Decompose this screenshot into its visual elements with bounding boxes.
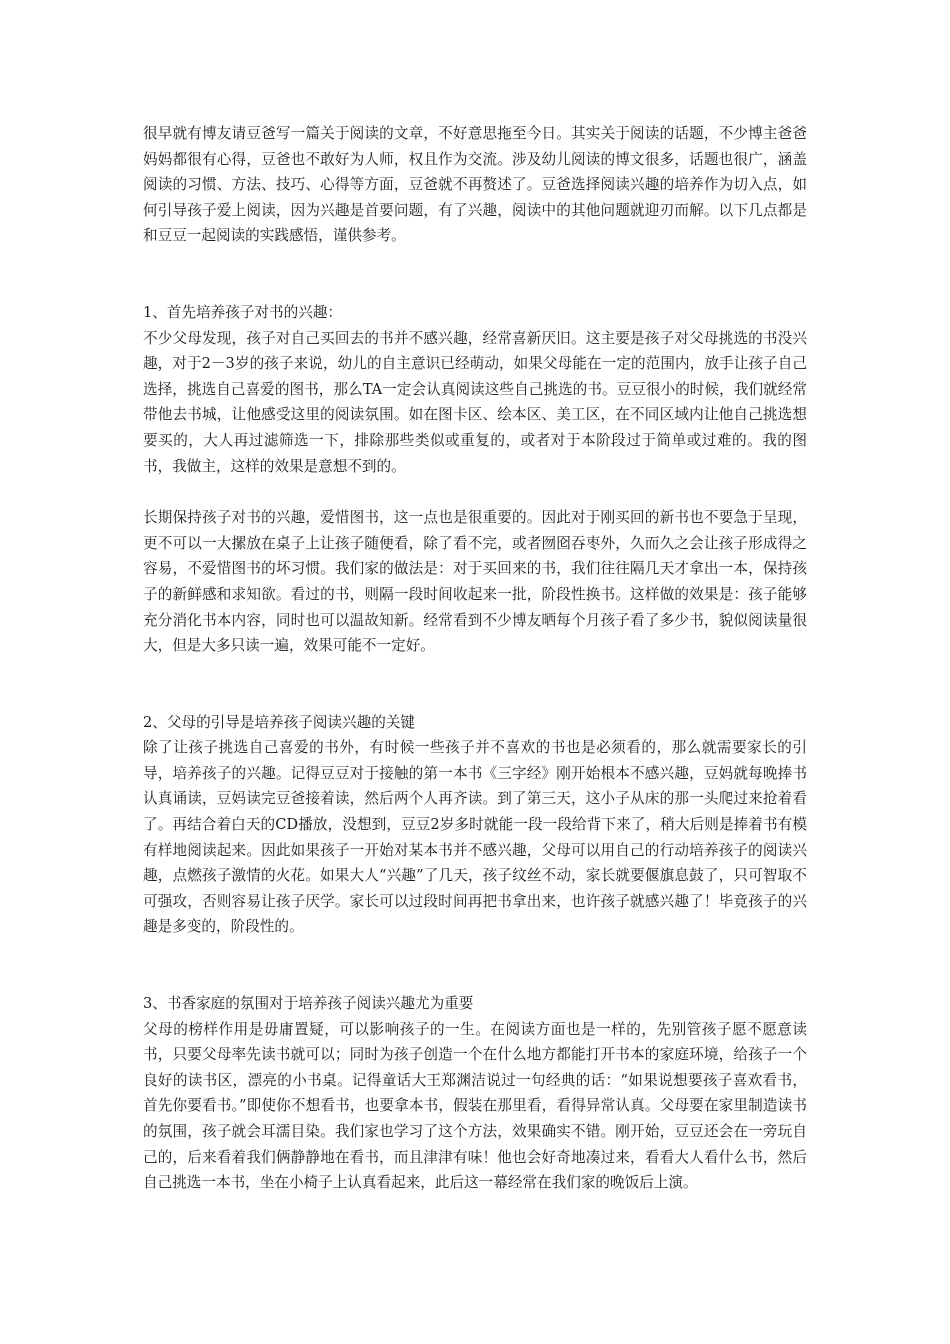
section-2-paragraph-1: 除了让孩子挑选自己喜爱的书外，有时候一些孩子并不喜欢的书也是必须看的，那么就需要家长的引导，培养孩子的兴趣。记得豆豆对于接触的第一本书《三字经》刚开始根本不感兴趣，豆妈就每晚捧书认真诵读，豆妈读完豆爸接着读，然后两个人再齐读。到了第三天，这小子从床的那一头爬过来抢着看了。再结合着白天的CD播放，没想到，豆豆2岁多时就能一段一段给背下来了，稍大后则是捧着书有模有样地阅读起来。因此如果孩子一开始对某本书并不感兴趣，父母可以用自己的行动培养孩子的阅读兴趣，点燃孩子激情的火花。如果大人“兴趣”了几天，孩子纹丝不动，家长就要偃旗息鼓了，只可智取不可强攻，否则容易让孩子厌学。家长可以过段时间再把书拿出来，也许孩子就感兴趣了！毕竟孩子的兴趣是多变的，阶段性的。 bbox=[143, 739, 807, 936]
spacer bbox=[143, 940, 807, 991]
section-1-heading: 1、首先培养孩子对书的兴趣： bbox=[143, 303, 343, 321]
spacer bbox=[143, 479, 807, 505]
section-2-heading: 2、父母的引导是培养孩子阅读兴趣的关键 bbox=[143, 713, 415, 731]
spacer bbox=[143, 249, 807, 300]
section-1-paragraph-2: 长期保持孩子对书的兴趣，爱惜图书，这一点也是很重要的。因此对于刚买回的新书也不要急于呈现，更不可以一大摞放在桌子上让孩子随便看，除了看不完，或者囫囵吞枣外，久而久之会让孩子形成得之容易，不爱惜图书的坏习惯。我们家的做法是：对于买回来的书，我们往往隔几天才拿出一本，保持孩子的新鲜感和求知欲。看过的书，则隔一段时间收起来一批，阶段性换书。这样做的效果是：孩子能够充分消化书本内容，同时也可以温故知新。经常看到不少博友晒每个月孩子看了多少书，貌似阅读量很大，但是大多只读一遍，效果可能不一定好。 bbox=[143, 509, 807, 655]
section-1-paragraph-1: 不少父母发现，孩子对自己买回去的书并不感兴趣，经常喜新厌旧。这主要是孩子对父母挑选的书没兴趣，对于2－3岁的孩子来说，幼儿的自主意识已经萌动，如果父母能在一定的范围内，放手让孩子自己选择，挑选自己喜爱的图书，那么TA一定会认真阅读这些自己挑选的书。豆豆很小的时候，我们就经常带他去书城，让他感受这里的阅读氛围。如在图卡区、绘本区、美工区，在不同区域内让他自己挑选想要买的，大人再过滤筛选一下，排除那些类似或重复的，或者对于本阶段过于简单或过难的。我的图书，我做主，这样的效果是意想不到的。 bbox=[143, 329, 807, 475]
section-3-paragraph-1: 父母的榜样作用是毋庸置疑，可以影响孩子的一生。在阅读方面也是一样的，先别管孩子愿不愿意读书，只要父母率先读书就可以；同时为孩子创造一个在什么地方都能打开书本的家庭环境，给孩子一个良好的读书区，漂亮的小书桌。记得童话大王郑渊洁说过一句经典的话：“如果说想要孩子喜欢看书，首先你要看书。”即使你不想看书，也要拿本书，假装在那里看，看得异常认真。父母要在家里制造读书的氛围，孩子就会耳濡目染。我们家也学习了这个方法，效果确实不错。刚开始，豆豆还会在一旁玩自己的，后来看着我们俩静静地在看书，而且津津有味！他也会好奇地凑过来，看看大人看什么书，然后自己挑选一本书，坐在小椅子上认真看起来，此后这一幕经常在我们家的晚饭后上演。 bbox=[143, 1020, 807, 1192]
section-3-heading: 3、书香家庭的氛围对于培养孩子阅读兴趣尤为重要 bbox=[143, 995, 474, 1013]
spacer bbox=[143, 659, 807, 710]
intro-paragraph: 很早就有博友请豆爸写一篇关于阅读的文章，不好意思拖至今日。其实关于阅读的话题，不少博主爸爸妈妈都很有心得，豆爸也不敢好为人师，权且作为交流。涉及幼儿阅读的博文很多，话题也很广，涵盖阅读的习惯、方法、技巧、心得等方面，豆爸就不再赘述了。豆爸选择阅读兴趣的培养作为切入点，如何引导孩子爱上阅读，因为兴趣是首要问题，有了兴趣，阅读中的其他问题就迎刃而解。以下几点都是和豆豆一起阅读的实践感悟，谨供参考。 bbox=[143, 125, 807, 245]
document-body bbox=[143, 121, 807, 1196]
